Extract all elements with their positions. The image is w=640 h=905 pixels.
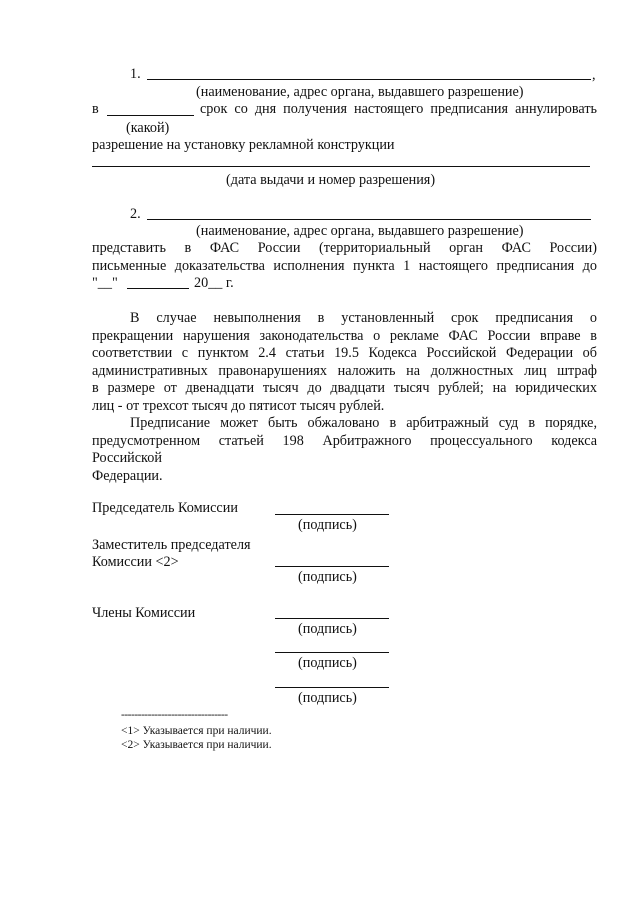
block2-line-1: представить в ФАС России (территориальный орган ФАС России) xyxy=(92,240,597,256)
members-label: Члены Комиссии xyxy=(92,605,196,621)
fill-line-authority-1 xyxy=(147,79,591,80)
permit-text: разрешение на установку рекламной конструкции xyxy=(92,137,395,153)
chairman-label: Председатель Комиссии xyxy=(92,500,238,516)
para1-line-6: лиц - от трехсот тысяч до пятисот тысяч рублей. xyxy=(92,398,385,414)
item-number-1: 1. xyxy=(130,66,141,82)
signature-caption-member-2: (подпись) xyxy=(298,655,357,671)
signature-caption-member-1: (подпись) xyxy=(298,621,357,637)
para1-line-4: административных правонарушениях наложить на должностных лиц штраф xyxy=(92,363,597,379)
footnote-2: <2> Указывается при наличии. xyxy=(121,739,272,751)
signature-line-member-1 xyxy=(275,618,389,619)
signature-caption-member-3: (подпись) xyxy=(298,690,357,706)
para1-line-2: прекращении нарушения законодательства о рекламе ФАС России вправе в xyxy=(92,328,597,344)
date-year: 20__ г. xyxy=(194,275,234,291)
in-word: в xyxy=(92,101,99,117)
para1-line-1: В случае невыполнения в установленный срок предписания о xyxy=(130,310,597,326)
caption-authority-1: (наименование, адрес органа, выдавшего разрешение) xyxy=(196,84,524,100)
fill-line-month xyxy=(127,288,189,289)
footnote-separator: -------------------------------- xyxy=(121,709,228,721)
para2-line-4: Федерации. xyxy=(92,468,163,484)
date-day: "__" xyxy=(92,275,118,291)
para1-line-5: в размере от двенадцати тысяч до двадцати тысяч рублей; на юридических xyxy=(92,380,597,396)
comma: , xyxy=(592,67,596,83)
caption-permit-date: (дата выдачи и номер разрешения) xyxy=(226,172,436,188)
caption-authority-2: (наименование, адрес органа, выдавшего разрешение) xyxy=(196,223,524,239)
signature-caption-chairman: (подпись) xyxy=(298,517,357,533)
item-number-2: 2. xyxy=(130,206,141,222)
signature-line-member-3 xyxy=(275,687,389,688)
signature-caption-deputy: (подпись) xyxy=(298,569,357,585)
caption-which: (какой) xyxy=(126,120,170,136)
fill-line-authority-2 xyxy=(147,219,591,220)
signature-line-deputy xyxy=(275,566,389,567)
para2-line-1: Предписание может быть обжаловано в арбитражный суд в порядке, xyxy=(130,415,597,431)
fill-line-permit xyxy=(92,166,590,167)
signature-line-chairman xyxy=(275,514,389,515)
para2-line-2: предусмотренном статьей 198 Арбитражного процессуального кодекса xyxy=(92,433,597,449)
para2-line-3: Российской xyxy=(92,450,162,466)
fill-line-term xyxy=(107,115,194,116)
deputy-label-1: Заместитель председателя xyxy=(92,537,251,553)
footnote-1: <1> Указывается при наличии. xyxy=(121,725,272,737)
term-text: срок со дня получения настоящего предписания аннулировать xyxy=(200,101,597,117)
para1-line-3: соответствии с пунктом 2.4 статьи 19.5 Кодекса Российской Федерации об xyxy=(92,345,597,361)
signature-line-member-2 xyxy=(275,652,389,653)
deputy-label-2: Комиссии <2> xyxy=(92,554,179,570)
block2-line-2: письменные доказательства исполнения пункта 1 настоящего предписания до xyxy=(92,258,597,274)
